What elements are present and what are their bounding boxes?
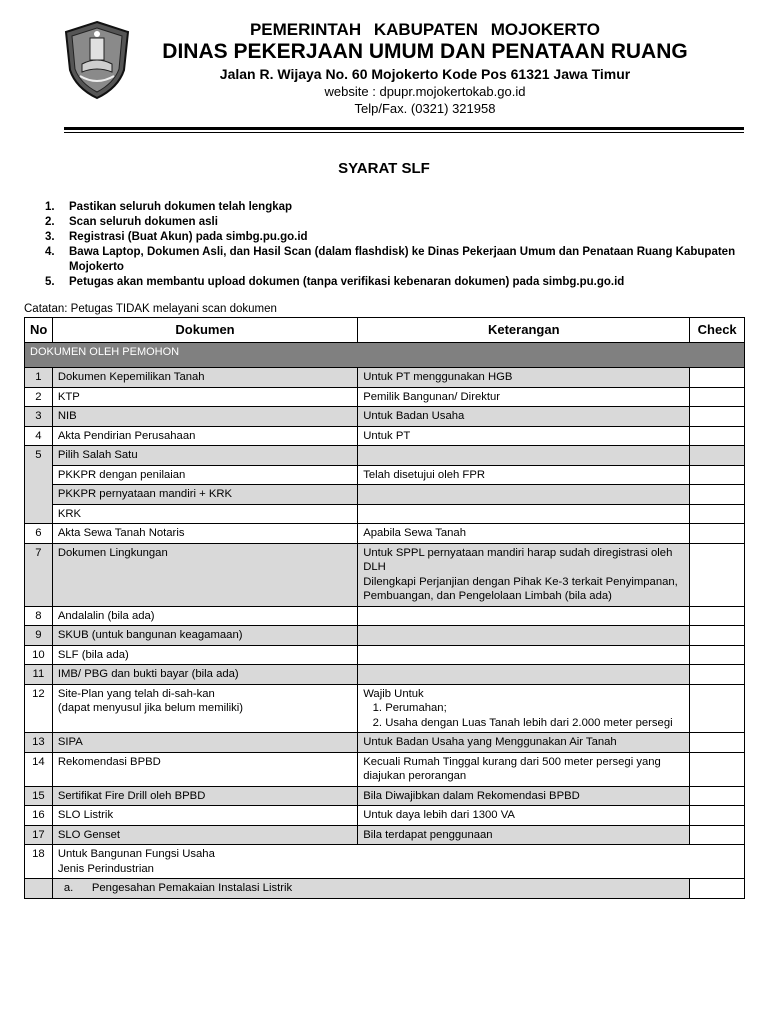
section-row bbox=[25, 343, 745, 368]
step-item: 1. Pastikan seluruh dokumen telah lengkap bbox=[45, 201, 293, 213]
table-row: 1 Dokumen Kepemilikan Tanah Untuk PT menggunakan HGB bbox=[25, 368, 745, 388]
check-cell[interactable] bbox=[690, 606, 745, 626]
check-cell[interactable] bbox=[690, 786, 745, 806]
header-rule-thick bbox=[64, 127, 744, 130]
header-website: website : dpupr.mojokertokab.go.id bbox=[324, 84, 526, 99]
check-cell[interactable] bbox=[690, 806, 745, 826]
check-cell[interactable] bbox=[690, 684, 745, 733]
table-row: 12 Site-Plan yang telah di-sah-kan (dapat menyusul jika belum memiliki) Wajib Untuk 1. Perumahan; 2. Usaha dengan Luas Tanah lebih dari 2.000 meter persegi bbox=[25, 684, 745, 733]
col-header-no: No bbox=[25, 318, 53, 343]
table-row: 8 Andalalin (bila ada) bbox=[25, 606, 745, 626]
check-cell[interactable] bbox=[690, 465, 745, 485]
step-item: 3. Registrasi (Buat Akun) pada simbg.pu.go.id bbox=[45, 231, 308, 243]
col-header-check: Check bbox=[690, 318, 745, 343]
table-row: 7 Dokumen Lingkungan Untuk SPPL pernyataan mandiri harap sudah diregistrasi oleh DLH Dilengkapi Perjanjian dengan Pihak Ke-3 terkait Penyimpanan, Pembuangan, dan Pengelolaan Limbah (bila ada) bbox=[25, 543, 745, 606]
table-row: 10 SLF (bila ada) bbox=[25, 645, 745, 665]
table-row: 14 Rekomendasi BPBD Kecuali Rumah Tinggal kurang dari 500 meter persegi yang diajukan perorangan bbox=[25, 752, 745, 786]
step-item: 2. Scan seluruh dokumen asli bbox=[45, 216, 218, 228]
check-cell[interactable] bbox=[690, 543, 745, 606]
table-row: KRK bbox=[25, 504, 745, 524]
check-cell[interactable] bbox=[690, 504, 745, 524]
check-cell[interactable] bbox=[690, 485, 745, 505]
check-cell[interactable] bbox=[690, 825, 745, 845]
table-row: 3 NIB Untuk Badan Usaha bbox=[25, 407, 745, 427]
table-row: 18 Untuk Bangunan Fungsi Usaha Jenis Perindustrian bbox=[25, 845, 745, 879]
table-header-row bbox=[25, 318, 745, 343]
table-row: 11 IMB/ PBG dan bukti bayar (bila ada) bbox=[25, 665, 745, 685]
table-row: 16 SLO Listrik Untuk daya lebih dari 1300 VA bbox=[25, 806, 745, 826]
regency-crest-logo bbox=[62, 20, 132, 100]
section-label: DOKUMEN OLEH PEMOHON bbox=[25, 343, 745, 368]
check-cell[interactable] bbox=[690, 645, 745, 665]
note-text: Catatan: Petugas TIDAK melayani scan dokumen bbox=[24, 303, 277, 315]
check-cell[interactable] bbox=[690, 407, 745, 427]
table-row: 4 Akta Pendirian Perusahaan Untuk PT bbox=[25, 426, 745, 446]
table-row: 6 Akta Sewa Tanah Notaris Apabila Sewa Tanah bbox=[25, 524, 745, 544]
col-header-dokumen: Dokumen bbox=[52, 318, 357, 343]
header-rule-thin bbox=[64, 132, 744, 133]
page-title: SYARAT SLF bbox=[338, 160, 430, 177]
table-row: 5 Pilih Salah Satu bbox=[25, 446, 745, 466]
requirements-table bbox=[24, 317, 745, 899]
table-row: PKKPR dengan penilaian Telah disetujui oleh FPR bbox=[25, 465, 745, 485]
check-cell[interactable] bbox=[690, 752, 745, 786]
table-row: a. Pengesahan Pemakaian Instalasi Listrik bbox=[25, 879, 745, 899]
check-cell[interactable] bbox=[690, 387, 745, 407]
check-cell[interactable] bbox=[690, 368, 745, 388]
step-item: 5. Petugas akan membantu upload dokumen (tanpa verifikasi kebenaran dokumen) pada simbg.pu.go.id bbox=[45, 276, 625, 288]
header-government-line: PEMERINTAH KABUPATEN MOJOKERTO bbox=[249, 20, 601, 39]
header-department-name: DINAS PEKERJAAN UMUM DAN PENATAAN RUANG bbox=[162, 40, 688, 63]
check-cell[interactable] bbox=[690, 524, 745, 544]
col-header-keterangan: Keterangan bbox=[358, 318, 690, 343]
table-row: 15 Sertifikat Fire Drill oleh BPBD Bila Diwajibkan dalam Rekomendasi BPBD bbox=[25, 786, 745, 806]
header-phone: Telp/Fax. (0321) 321958 bbox=[354, 101, 496, 116]
table-row: PKKPR pernyataan mandiri + KRK bbox=[25, 485, 745, 505]
check-cell[interactable] bbox=[690, 665, 745, 685]
table-row: 9 SKUB (untuk bangunan keagamaan) bbox=[25, 626, 745, 646]
step-item: 4. Bawa Laptop, Dokumen Asli, dan Hasil Scan (dalam flashdisk) ke Dinas Pekerjaan Umum dan Penataan Ruang Kabupaten Mojokerto bbox=[45, 246, 736, 273]
steps-list bbox=[45, 200, 745, 290]
check-cell[interactable] bbox=[690, 879, 745, 899]
header-address: Jalan R. Wijaya No. 60 Mojokerto Kode Pos 61321 Jawa Timur bbox=[219, 66, 631, 82]
check-cell[interactable] bbox=[690, 426, 745, 446]
table-row: 13 SIPA Untuk Badan Usaha yang Menggunakan Air Tanah bbox=[25, 733, 745, 753]
table-row: 2 KTP Pemilik Bangunan/ Direktur bbox=[25, 387, 745, 407]
table-row: 17 SLO Genset Bila terdapat penggunaan bbox=[25, 825, 745, 845]
check-cell[interactable] bbox=[690, 733, 745, 753]
check-cell[interactable] bbox=[690, 626, 745, 646]
